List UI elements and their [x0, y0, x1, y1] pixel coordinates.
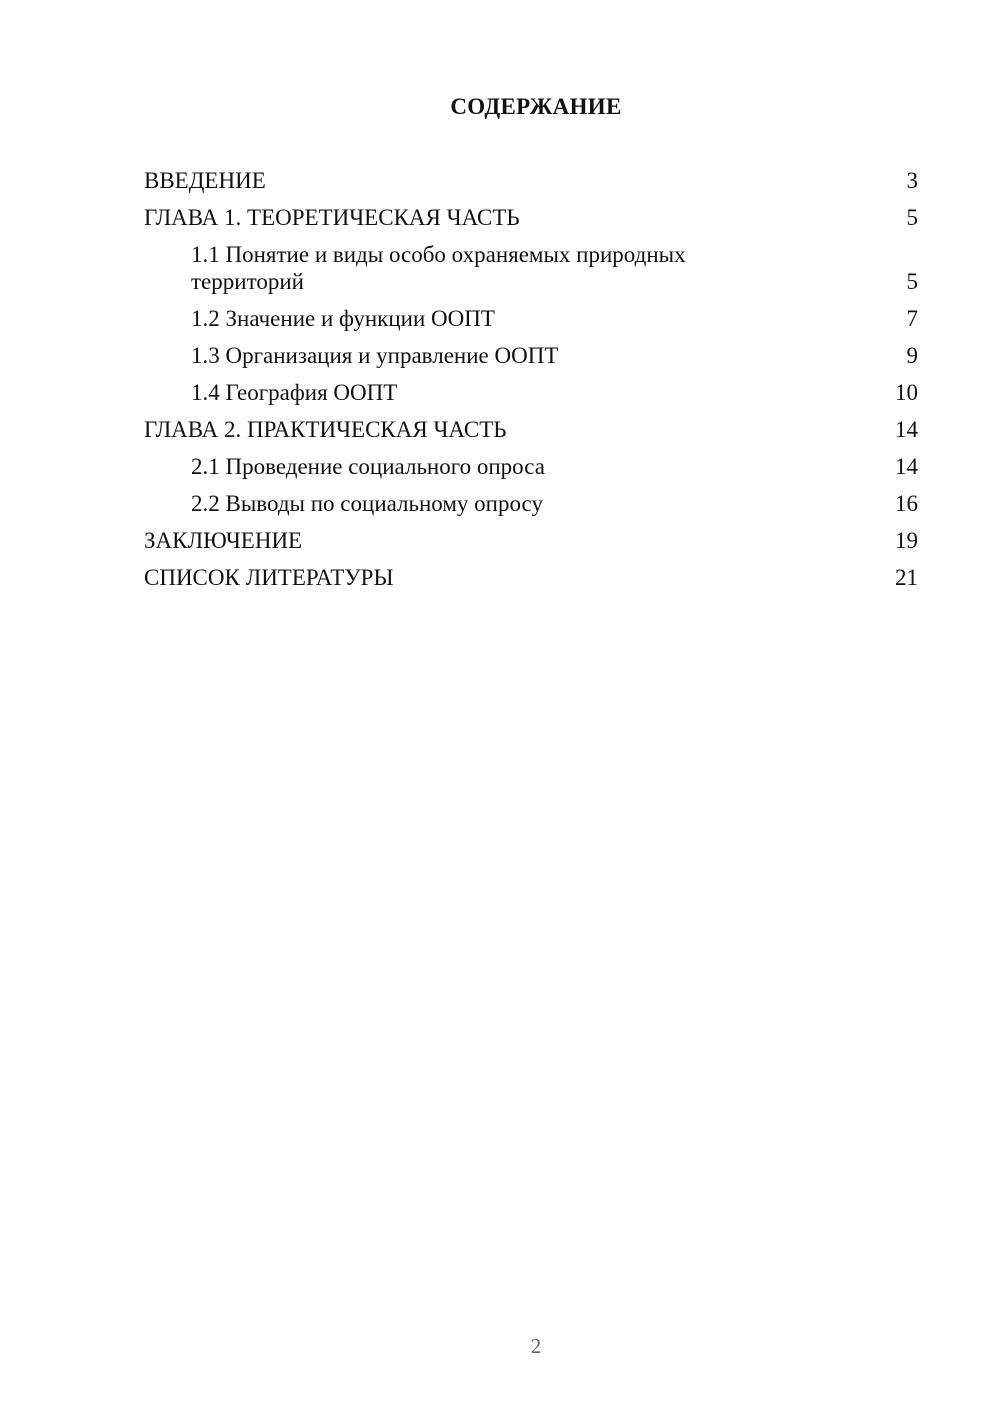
toc-entry-title: 1.3 Организация и управление ООПТ — [191, 343, 559, 368]
toc-entry-page: 19 — [895, 528, 918, 553]
toc-entry-page: 5 — [906, 205, 918, 230]
toc-entry-chapter-2[interactable] — [144, 416, 918, 443]
toc-entry-title: ГЛАВА 1. ТЕОРЕТИЧЕСКАЯ ЧАСТЬ — [144, 205, 520, 230]
toc-entry-section-2-1[interactable] — [144, 453, 918, 480]
toc-entry-section-2-2[interactable] — [144, 490, 918, 517]
table-of-contents — [144, 167, 918, 601]
toc-entry-section-1-3[interactable] — [144, 342, 918, 369]
toc-entry-page: 7 — [906, 306, 918, 331]
toc-entry-page: 5 — [906, 269, 918, 294]
toc-entry-section-1-4[interactable] — [144, 379, 918, 406]
toc-entry-section-1-1[interactable] — [144, 241, 918, 295]
toc-entry-page: 9 — [906, 343, 918, 368]
toc-entry-title: 1.2 Значение и функции ООПТ — [191, 306, 495, 331]
toc-entry-title: 2.1 Проведение социального опроса — [191, 454, 545, 479]
toc-entry-page: 14 — [895, 454, 918, 479]
toc-entry-page: 14 — [895, 417, 918, 442]
toc-entry-title: 2.2 Выводы по социальному опросу — [191, 491, 543, 516]
toc-entry-section-1-2[interactable] — [144, 305, 918, 332]
toc-entry-title: ЗАКЛЮЧЕНИЕ — [144, 528, 303, 553]
toc-entry-page: 10 — [895, 380, 918, 405]
toc-entry-introduction[interactable] — [144, 167, 918, 194]
toc-entry-title: ВВЕДЕНИЕ — [144, 168, 266, 193]
toc-entry-page: 3 — [906, 168, 918, 193]
toc-entry-title: 1.4 География ООПТ — [191, 380, 398, 405]
toc-entry-references[interactable] — [144, 564, 918, 591]
toc-entry-title: СПИСОК ЛИТЕРАТУРЫ — [144, 565, 394, 590]
toc-entry-chapter-1[interactable] — [144, 204, 918, 231]
toc-entry-conclusion[interactable] — [144, 527, 918, 554]
toc-title: СОДЕРЖАНИЕ — [450, 94, 622, 119]
toc-entry-title: 1.1 Понятие и виды особо охраняемых природных территорий — [191, 242, 686, 294]
page-number: 2 — [530, 1334, 542, 1358]
toc-entry-page: 16 — [895, 491, 918, 516]
toc-entry-page: 21 — [895, 565, 918, 590]
toc-entry-title: ГЛАВА 2. ПРАКТИЧЕСКАЯ ЧАСТЬ — [144, 417, 507, 442]
